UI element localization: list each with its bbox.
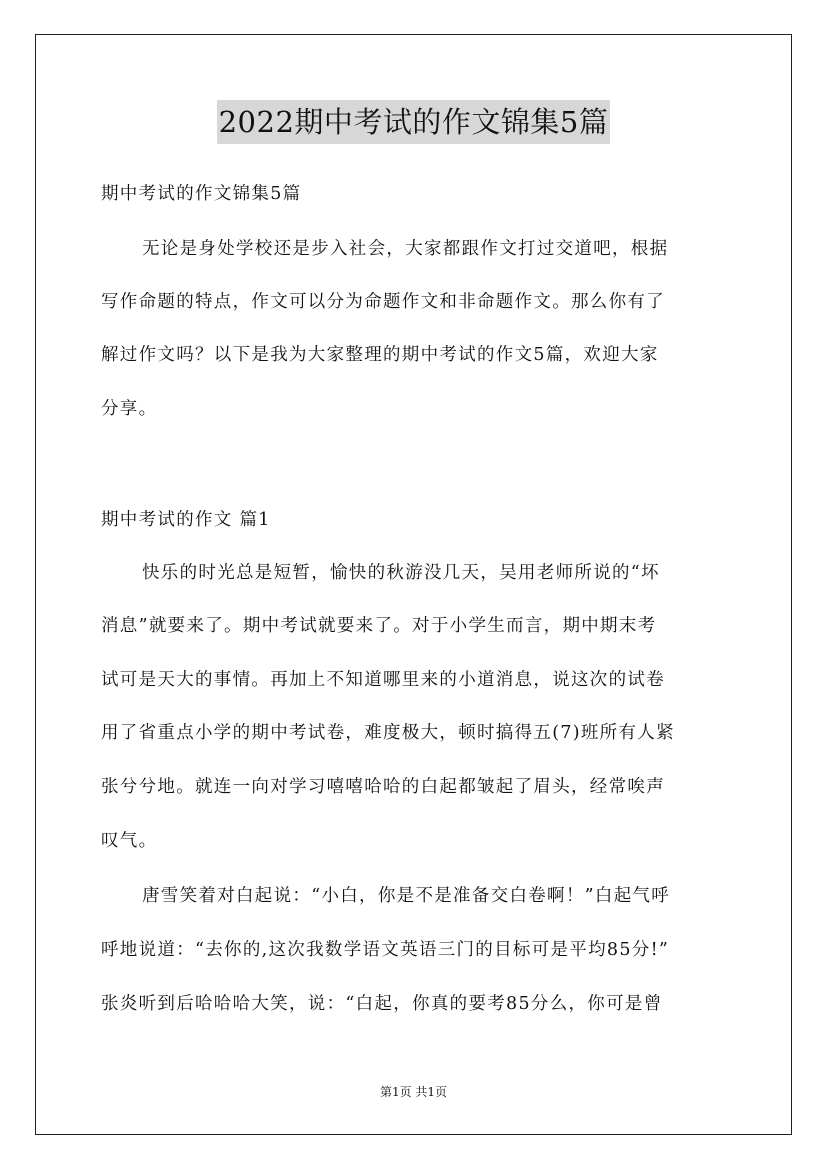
paragraph1-line-5: 张兮兮地。就连一向对学习嘻嘻哈哈的白起都皱起了眉头，经常唉声 <box>101 777 665 797</box>
section-heading: 期中考试的作文 篇1 <box>101 510 271 530</box>
paragraph1-line-1: 快乐的时光总是短暂，愉快的秋游没几天，吴用老师所说的“坏 <box>142 563 660 583</box>
paragraph2-line-1: 唐雪笑着对白起说：“小白，你是不是准备交白卷啊！”白起气呼 <box>142 886 671 906</box>
intro-line-4: 分享。 <box>101 399 158 419</box>
intro-line-2: 写作命题的特点，作文可以分为命题作文和非命题作文。那么你有了 <box>101 292 665 312</box>
intro-line-1: 无论是身处学校还是步入社会，大家都跟作文打过交道吧，根据 <box>142 239 669 259</box>
page-footer: 第1页 共1页 <box>379 1085 448 1099</box>
paragraph1-line-4: 用了省重点小学的期中考试卷，难度极大，顿时搞得五(7)班所有人紧 <box>101 723 675 743</box>
intro-line-3: 解过作文吗？以下是我为大家整理的期中考试的作文5篇，欢迎大家 <box>101 345 659 365</box>
paragraph2-line-2: 呼地说道：“去你的,这次我数学语文英语三门的目标可是平均85分!” <box>101 940 670 960</box>
document-subtitle: 期中考试的作文锦集5篇 <box>101 184 302 204</box>
paragraph1-line-2: 消息”就要来了。期中考试就要来了。对于小学生而言，期中期末考 <box>101 616 657 636</box>
paragraph2-line-3: 张炎听到后哈哈哈大笑，说：“白起，你真的要考85分么，你可是曾 <box>101 994 663 1014</box>
document-title: 2022期中考试的作文锦集5篇 <box>217 100 611 144</box>
paragraph1-line-3: 试可是天大的事情。再加上不知道哪里来的小道消息，说这次的试卷 <box>101 670 665 690</box>
title-container <box>0 100 827 144</box>
paragraph1-line-6: 叹气。 <box>101 831 158 851</box>
